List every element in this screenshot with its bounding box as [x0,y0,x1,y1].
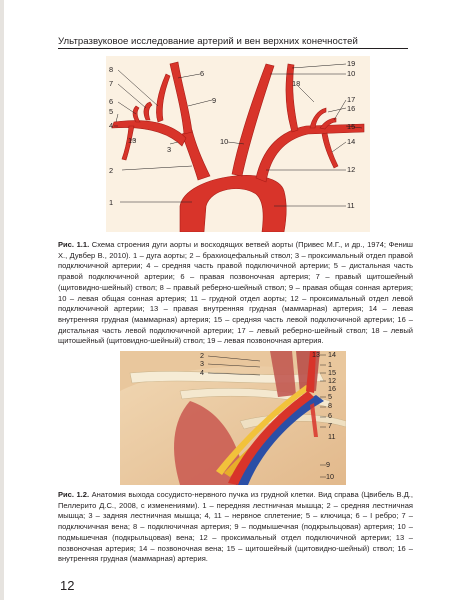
label: 12 [328,376,336,385]
artery-group [112,62,364,232]
label: 6 [109,97,114,106]
label: 5 [328,392,332,401]
right-thyrocervical-trunk [144,102,152,120]
label: 2 [200,351,204,360]
label: 16 [328,384,336,393]
figure1-caption-text: Схема строения дуги аорты и восходящих ветвей аорты (Привес М.Г., и др., 1974; Фениш Х., Дувбер В., 2010). 1 – дуга аорты; 2 – брахиоцефальный ствол; 3 – проксимальный отдел правой подключичной артерии; 4 – средняя часть правой подключичной артерии; 5 – дистальная часть правой подключичной артерии; 6 – правая позвоночная артерия; 7 – правый щитошейный (щитовидно-шейный) ствол; 8 – правый реберно-шейный ствол; 9 – правая общая сонная артерия; 10 – левая общая сонная артерия; 11 – грудной отдел аорты; 12 – проксимальный отдел левой подключичной артерии; 13 – правая внутренняя грудная (маммарная) артерия; 14 – левая внутренняя грудная (маммарная) артерия; 15 – средняя часть левой подключичной артерии; 16 – дистальная часть левой подключичной артерии; 17 – левый реберно-шейный ствол; 18 – левый щитошейный (щитовидно-шейный) ствол; 19 – левая позвоночная артерия. [58,240,413,346]
label: 10 [220,137,229,146]
page-edge-shadow [0,0,4,600]
label: 7 [328,421,332,430]
label: 9 [212,96,217,105]
right-subclavian-artery [112,121,186,146]
label: 3 [200,359,204,368]
right-common-carotid [170,62,192,134]
label: 1 [109,198,114,207]
running-title: Ультразвуковое исследование артерий и вен верхних конечностей [58,36,358,47]
label: 3 [167,145,172,154]
figure2-thoracic-outlet-illustration [120,351,346,485]
label: 15 [347,122,356,131]
label: 4 [109,121,114,130]
label: 11 [347,201,355,210]
label: 19 [347,59,356,68]
label: 17 [347,95,356,104]
label: 18 [292,79,301,88]
label: 6 [328,411,332,420]
label: 4 [200,368,204,377]
figure1-aortic-arch-diagram [106,56,370,232]
label: 9 [326,460,330,469]
label: 16 [347,104,356,113]
label: 5 [109,107,114,116]
header-rule [58,48,408,49]
aortic-arch [180,175,286,232]
label: 1 [328,360,332,369]
figure2-caption-number: Рис. 1.2. [58,490,90,499]
label: 7 [109,79,114,88]
figure2-caption [58,490,413,565]
label: 14 [328,351,336,359]
label: 11 [328,432,336,441]
figure1-caption-number: Рис. 1.1. [58,240,90,249]
label: 8 [328,401,332,410]
brachiocephalic-trunk [182,130,210,180]
label: 2 [109,166,114,175]
label: 6 [200,69,205,78]
label: 13 [312,351,320,359]
label: 12 [347,165,356,174]
label: 14 [347,137,356,146]
figure1-caption [58,240,413,347]
label: 10 [347,69,356,78]
label: 8 [109,65,114,74]
right-vertebral-artery [156,74,170,122]
label: 10 [326,472,334,481]
right-costocervical-trunk [133,106,140,122]
label: 13 [128,136,137,145]
figure2-caption-text: Анатомия выхода сосудисто-нервного пучка из грудной клетки. Вид справа (Цвибель В.Д., Пеллерито Д.С., 2008, с изменениями). 1 – передняя лестничная мышца; 2 – средняя лестничная мышца; 3 – задняя лестничная мышца; 4, 11 – нервное сплетение; 5 – ключица; 6 – I ребро; 7 – подключичная вена; 8 – подключичная артерия; 9 – подмышечная (подкрыльцовая) артерия; 10 – подмышечная (подкрыльцовая) вена; 12 – проксимальный отдел подключичной артерии; 13 – позвоночная артерия; 14 – позвоночная вена; 15 – щитошейный (щитовидно-шейный) ствол; 16 – внутренняя грудная (маммарная) артерия. [58,490,413,564]
page-number: 12 [60,578,75,593]
left-internal-thoracic [322,133,338,168]
label: 15 [328,368,336,377]
